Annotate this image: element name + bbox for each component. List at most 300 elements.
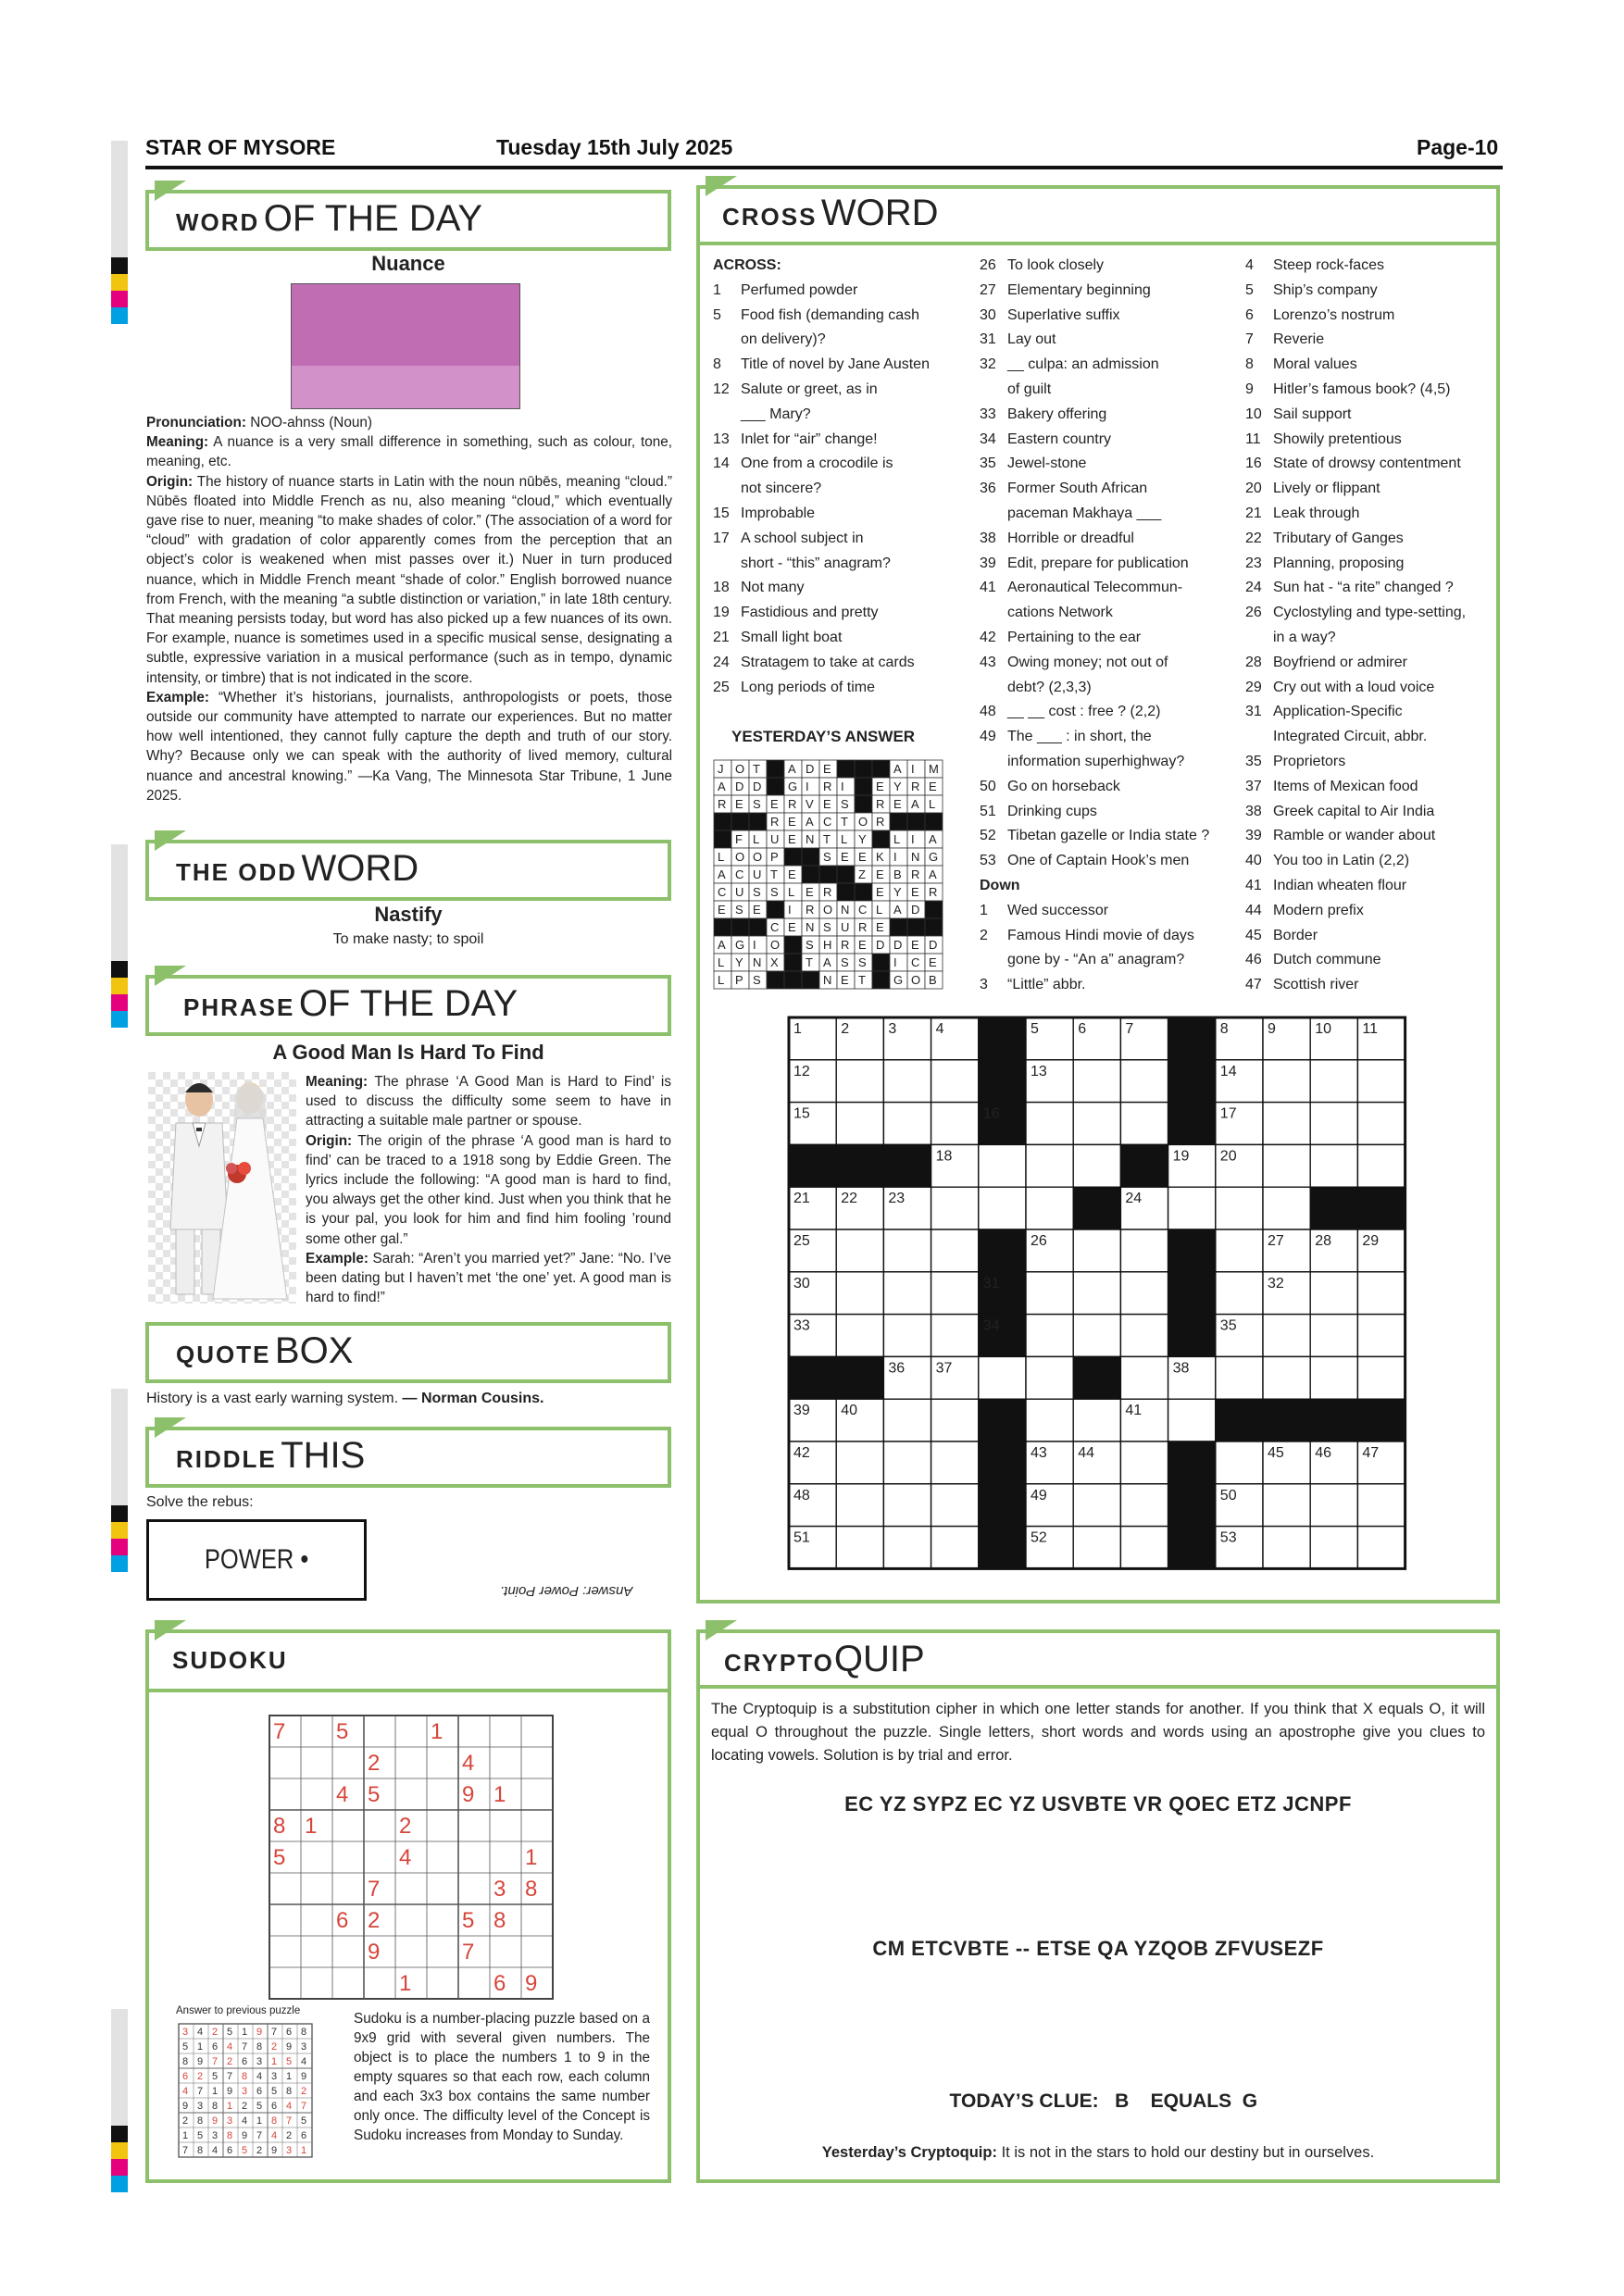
print-colorbar (111, 307, 128, 324)
sudoku-given-digit: 8 (273, 1814, 286, 1839)
crossword-cell (1026, 1315, 1073, 1357)
clue-text: __ culpa: an admission (1007, 356, 1159, 373)
clue-number: 19 (713, 605, 730, 621)
clue-number: 53 (980, 853, 996, 869)
prev-sudoku-digit: 8 (197, 2145, 204, 2156)
clue (713, 279, 963, 304)
prev-sudoku-digit: 7 (301, 2101, 307, 2112)
yesterday-letter: F (735, 832, 743, 846)
clue (980, 948, 1239, 973)
clue-text: Cry out with a loud voice (1273, 679, 1435, 695)
sudoku-given-digit: 4 (336, 1782, 349, 1807)
prev-sudoku-digit: 8 (182, 2056, 189, 2067)
riddle-title (176, 1435, 365, 1477)
clue (1245, 651, 1495, 676)
yesterday-letter: A (788, 762, 796, 776)
clue-text: on delivery)? (741, 331, 826, 348)
prev-sudoku-digit: 2 (286, 2130, 293, 2141)
clue (980, 304, 1239, 329)
crossword-clue-number: 43 (1031, 1445, 1047, 1461)
clue (980, 502, 1239, 527)
yesterday-letter: I (788, 903, 792, 917)
yesterday-letter: N (823, 973, 832, 987)
clue (713, 502, 963, 527)
crossword-cell (1357, 1484, 1405, 1527)
clue (1245, 328, 1495, 353)
clue-text: Reverie (1273, 331, 1325, 348)
clue-text: Inlet for “air” change! (741, 430, 878, 447)
yesterday-letter: Y (893, 885, 902, 899)
yesterday-letter: L (788, 885, 795, 899)
clue-number: 34 (980, 430, 996, 447)
crossword-cell (836, 1103, 883, 1145)
yesterday-letter: T (806, 955, 813, 969)
clue-text: ___ Mary? (741, 406, 811, 422)
sudoku-given-digit: 4 (462, 1751, 475, 1776)
yesterday-letter: E (788, 832, 796, 846)
crossword-cell (836, 1441, 883, 1484)
clue-number: 40 (1245, 853, 1262, 869)
prev-sudoku-digit: 5 (301, 2115, 307, 2127)
yesterday-letter: E (718, 903, 726, 917)
clue (713, 601, 963, 626)
prev-sudoku-digit: 4 (197, 2027, 204, 2038)
todays-clue (696, 2068, 1500, 2113)
clue (1245, 775, 1495, 800)
yesterday-letter: V (806, 797, 814, 811)
clue-number: 30 (980, 306, 996, 323)
yesterday-letter: L (876, 903, 883, 917)
prev-sudoku-digit: 8 (227, 2130, 233, 2141)
yesterday-letter: T (770, 867, 778, 881)
prev-sudoku-digit: 6 (212, 2041, 219, 2053)
sudoku-given-digit: 1 (493, 1782, 506, 1807)
clue-text: A school subject in (741, 530, 864, 546)
clue (713, 328, 963, 353)
clue (980, 899, 1239, 924)
sudoku-given-digit: 2 (399, 1814, 412, 1839)
clue (1245, 552, 1495, 577)
sudoku-given-digit: 8 (525, 1877, 538, 1902)
crossword-grid (787, 1016, 1407, 1573)
yesterday-letter: E (735, 797, 743, 811)
clue-text: Tibetan gazelle or India state ? (1007, 828, 1210, 844)
clue-number: 21 (713, 629, 730, 645)
clue-number: 20 (1245, 480, 1262, 497)
clue (980, 849, 1239, 874)
sudoku-given-digit: 6 (493, 1971, 506, 1996)
crossword-black-cell (1216, 1399, 1263, 1441)
crossword-clue-number: 25 (793, 1233, 810, 1249)
yesterday-letter: E (806, 885, 814, 899)
crossword-cell (836, 1272, 883, 1315)
yesterday-letter: M (929, 762, 939, 776)
print-colorbar (111, 2176, 128, 2192)
clue (980, 924, 1239, 949)
prev-sudoku-digit: 6 (182, 2071, 189, 2082)
yesterday-letter: E (823, 797, 831, 811)
prev-sudoku-digit: 8 (197, 2115, 204, 2127)
clue-text: Scottish river (1273, 977, 1359, 993)
clue-number: 38 (980, 530, 996, 546)
odd-word-meaning: To make nasty; to spoil (332, 931, 484, 947)
yesterday-black-cell (767, 778, 784, 795)
cryptoquip-title (724, 1639, 925, 1680)
crossword-black-cell (1357, 1187, 1405, 1229)
yesterday-letter: U (735, 885, 744, 899)
yesterday-letter: I (893, 850, 897, 864)
clue (980, 552, 1239, 577)
yesterday-letter: R (823, 885, 832, 899)
yesterday-letter: N (753, 955, 762, 969)
clue (713, 304, 963, 329)
crossword-cell (1216, 1229, 1263, 1272)
clue (980, 676, 1239, 701)
print-colorbar (111, 2126, 128, 2142)
crossword-cell (1310, 1103, 1357, 1145)
clue (1245, 502, 1495, 527)
clue-number: 12 (713, 381, 730, 397)
clue-text: in a way? (1273, 629, 1336, 645)
crossword-cell (1216, 1187, 1263, 1229)
crossword-clue-number: 39 (793, 1403, 810, 1419)
yesterday-letter: N (806, 920, 815, 934)
sudoku-given-digit: 1 (431, 1719, 443, 1744)
clue-text: Horrible or dreadful (1007, 530, 1134, 546)
prev-sudoku-digit: 8 (242, 2071, 248, 2082)
clue-text: Showily pretentious (1273, 430, 1402, 447)
crossword-cell (1357, 1527, 1405, 1569)
clue-text: The ___ : in short, the (1007, 729, 1152, 745)
crossword-cell (1357, 1315, 1405, 1357)
clue-number: 17 (713, 530, 730, 546)
clue (1245, 824, 1495, 849)
meaning-label: Meaning: (146, 434, 209, 451)
clue-text: Long periods of time (741, 679, 875, 695)
crossword-cell (1310, 1060, 1357, 1103)
crossword-cell (1026, 1144, 1073, 1187)
clue (1245, 800, 1495, 825)
crossword-cell (1310, 1527, 1357, 1569)
crossword-clue-number: 33 (793, 1317, 810, 1334)
example-label: Example: (306, 1250, 369, 1267)
sudoku-title-rule (145, 1689, 671, 1692)
clue-text: Aeronautical Telecommun- (1007, 580, 1183, 596)
yesterday-letter: Y (735, 955, 743, 969)
clue (1245, 750, 1495, 775)
clue (1245, 378, 1495, 403)
clue (980, 775, 1239, 800)
crossword-clue-number: 28 (1315, 1233, 1331, 1249)
clue (1245, 874, 1495, 899)
yesterday-letter: L (753, 832, 760, 846)
print-colorbar (111, 2142, 128, 2159)
crossword-cell (1120, 1060, 1168, 1103)
crossword-clue-number: 32 (1268, 1275, 1284, 1292)
clue-number: 31 (980, 331, 996, 348)
yesterday-letter: D (893, 938, 903, 952)
print-colorbar (111, 2159, 128, 2176)
prev-sudoku-digit: 3 (212, 2130, 219, 2141)
prev-sudoku-digit: 6 (271, 2101, 278, 2112)
yesterday-black-cell (749, 918, 767, 936)
yesterday-cell (890, 848, 907, 866)
yesterday-label: Yesterday’s Cryptoquip: (821, 2144, 997, 2161)
clue-number: 7 (1245, 331, 1254, 348)
yesterday-letter: R (876, 815, 885, 829)
yesterday-letter: N (806, 832, 815, 846)
yesterday-black-cell (855, 760, 872, 778)
yesterday-black-cell (872, 830, 890, 848)
yesterday-crossword-grid (713, 759, 944, 991)
yesterday-black-cell (802, 866, 819, 883)
prev-sudoku-digit: 7 (271, 2027, 278, 2038)
prev-sudoku-digit: 9 (271, 2145, 278, 2156)
sudoku-given-digit: 7 (462, 1940, 475, 1965)
clue-number: 24 (713, 654, 730, 670)
prev-sudoku-digit: 9 (242, 2130, 248, 2141)
yesterday-black-cell (872, 760, 890, 778)
crossword-cell (883, 1527, 931, 1569)
yesterday-letter: E (929, 780, 937, 793)
yesterday-letter: E (929, 955, 937, 969)
across-clues-col1 (713, 254, 963, 700)
yesterday-letter: R (858, 920, 868, 934)
prev-sudoku-digit: 3 (271, 2071, 278, 2082)
yesterday-letter: E (788, 815, 796, 829)
yesterday-letter: O (858, 815, 868, 829)
word-of-day-text (146, 413, 672, 805)
yesterday-letter: A (718, 867, 726, 881)
yesterday-letter: R (841, 938, 850, 952)
crossword-clue-number: 6 (1078, 1021, 1087, 1037)
prev-sudoku-digit: 2 (301, 2086, 307, 2097)
yesterday-letter: I (753, 938, 756, 952)
clue (1245, 601, 1495, 626)
clue (1245, 428, 1495, 453)
crossword-cell (1310, 1144, 1357, 1187)
clue (1245, 700, 1495, 725)
clue (1245, 353, 1495, 378)
clue (1245, 899, 1495, 924)
pronunciation: NOO-ahnss (Noun) (250, 415, 372, 430)
quote-title (176, 1330, 353, 1372)
clue-text: Sail support (1273, 406, 1352, 422)
prev-sudoku-digit: 1 (301, 2145, 307, 2156)
example-label: Example: (146, 689, 210, 705)
yesterday-black-cell (802, 848, 819, 866)
yesterday-letter: E (823, 762, 831, 776)
clue-text: short - “this” anagram? (741, 555, 891, 571)
title-large: THIS (281, 1435, 366, 1476)
down-label: Down (980, 877, 1020, 893)
across-clues-col2 (980, 254, 1239, 998)
prev-sudoku-digit: 8 (212, 2101, 219, 2112)
title-small: SUDOKU (172, 1646, 288, 1674)
prev-sudoku-digit: 1 (242, 2027, 248, 2038)
clue-text: Tributary of Ganges (1273, 530, 1404, 546)
crossword-clue-number: 5 (1031, 1021, 1039, 1037)
prev-sudoku-digit: 4 (182, 2086, 189, 2097)
yesterday-black-cell (784, 954, 802, 971)
prev-sudoku-digit: 7 (212, 2056, 219, 2067)
yesterday-letter: I (893, 955, 897, 969)
crossword-title-rule (696, 242, 1500, 245)
crossword-cell (883, 1484, 931, 1527)
clue-number: 2 (980, 927, 988, 943)
clue-number: 47 (1245, 977, 1262, 993)
yesterday-letter: S (841, 955, 849, 969)
crossword-cell (1120, 1484, 1168, 1527)
crossword-cell (1168, 1187, 1216, 1229)
clue (1245, 924, 1495, 949)
clue-text: Pertaining to the ear (1007, 629, 1142, 645)
origin: The origin of the phrase ‘A good man is hard to find’ can be traced to a 1918 song by Eddie Green. The lyrics include the following: “A good man is hard to find, you always get the other kind. Just when you think that he is your pal, you look for him and find him fooling ’round some other gal.” (306, 1132, 672, 1247)
crossword-cell (883, 1441, 931, 1484)
yesterday-black-cell (837, 866, 855, 883)
yesterday-letter: A (718, 780, 726, 793)
prev-sudoku-digit: 9 (227, 2086, 233, 2097)
yesterday-letter: Z (858, 867, 866, 881)
yesterday-letter: T (823, 832, 831, 846)
clue (713, 552, 963, 577)
yesterday-black-cell (925, 901, 943, 918)
sudoku-given-digit: 3 (493, 1877, 506, 1902)
section-tab (155, 966, 186, 986)
prev-sudoku-digit: 4 (256, 2071, 263, 2082)
print-colorbar (111, 291, 128, 307)
clue (1245, 452, 1495, 477)
yesterday-letter: L (929, 797, 936, 811)
yesterday-cell (749, 936, 767, 954)
yesterday-letter: A (718, 938, 726, 952)
meaning: A nuance is a very small difference in something, such as colour, tone, meaning, etc. (146, 434, 673, 470)
clue (980, 800, 1239, 825)
crossword-cell (1216, 1356, 1263, 1399)
yesterday-black-cell (855, 795, 872, 813)
crossword-black-cell (979, 1484, 1026, 1527)
yesterday-cryptoquip (696, 2144, 1500, 2162)
clue (1245, 626, 1495, 651)
yesterday-letter: I (806, 780, 809, 793)
clue-text: Wed successor (1007, 902, 1109, 918)
yesterday-letter: C (718, 885, 727, 899)
prev-sudoku-digit: 9 (256, 2027, 263, 2038)
header-rule (145, 166, 1503, 169)
title-small: WORD (176, 208, 260, 236)
crossword-cell (1357, 1356, 1405, 1399)
yesterday-letter: E (876, 867, 884, 881)
crossword-cell (836, 1315, 883, 1357)
yesterday-letter: S (753, 885, 761, 899)
quote-author: — Norman Cousins. (402, 1391, 544, 1406)
prev-sudoku-digit: 2 (271, 2041, 278, 2053)
yesterday-letter: E (858, 850, 867, 864)
yesterday-black-cell (819, 866, 837, 883)
crossword-clue-number: 35 (1219, 1317, 1237, 1334)
crossword-clue-number: 16 (982, 1105, 1000, 1122)
clue-number: 15 (713, 505, 730, 521)
pron-label: Pronunciation: (146, 415, 246, 430)
crossword-clue-number: 42 (793, 1445, 810, 1461)
prev-sudoku-digit: 5 (197, 2130, 204, 2141)
crossword-black-cell (789, 1144, 836, 1187)
clue (1245, 948, 1495, 973)
yesterday-letter: S (858, 955, 867, 969)
prev-sudoku-digit: 6 (242, 2056, 248, 2067)
crossword-black-cell (979, 1399, 1026, 1441)
clue (980, 452, 1239, 477)
clue (1245, 304, 1495, 329)
crossword-clue-number: 4 (935, 1021, 944, 1037)
print-colorbar (111, 1555, 128, 1572)
clue-text: Border (1273, 927, 1318, 943)
crossword-cell (1310, 1356, 1357, 1399)
prev-sudoku-digit: 8 (301, 2027, 307, 2038)
clue-text: Bakery offering (1007, 406, 1107, 422)
phrase-title (183, 983, 518, 1025)
clue-number: 6 (1245, 306, 1254, 323)
crossword-black-cell (883, 1144, 931, 1187)
clue-text: Improbable (741, 505, 816, 521)
crossword-cell (931, 1315, 979, 1357)
crossword-clue-number: 30 (793, 1275, 810, 1292)
clue-number: 25 (713, 679, 730, 695)
print-colorbar (111, 1389, 128, 1505)
yesterday-letter: E (876, 920, 884, 934)
clue-number: 36 (980, 480, 996, 497)
yesterday-letter: U (841, 920, 850, 934)
yesterday-letter: A (911, 797, 919, 811)
yesterday-black-cell (907, 813, 925, 830)
yesterday-black-cell (890, 918, 907, 936)
meaning-label: Meaning: (306, 1074, 369, 1090)
crossword-cell (1026, 1187, 1073, 1229)
crossword-clue-number: 13 (1031, 1063, 1047, 1079)
clue-number: 26 (980, 257, 996, 273)
crossword-clue-number: 50 (1219, 1487, 1237, 1504)
clue-text: Fastidious and pretty (741, 605, 879, 621)
clue-number: 21 (1245, 505, 1262, 521)
clue (713, 477, 963, 502)
yesterday-letter: I (911, 832, 915, 846)
print-colorbar (111, 2009, 128, 2126)
clue-text: not sincere? (741, 480, 822, 497)
yesterday-letter: L (718, 955, 725, 969)
crossword-black-cell (979, 1527, 1026, 1569)
title-small: CROSS (722, 203, 818, 231)
print-colorbar (111, 994, 128, 1011)
crossword-clue-number: 3 (888, 1021, 897, 1037)
cipher-line-1: EC YZ SYPZ EC YZ USVBTE VR QOEC ETZ JCNPF (844, 1792, 1352, 1816)
crossword-cell (1026, 1356, 1073, 1399)
clue-number: 23 (1245, 555, 1262, 571)
yesterday-letter: E (911, 938, 919, 952)
clue (980, 403, 1239, 428)
title-large: BOX (274, 1330, 354, 1371)
prev-sudoku-digit: 9 (301, 2071, 307, 2082)
yesterday-letter: S (823, 850, 831, 864)
clue-text: Drinking cups (1007, 803, 1097, 819)
crossword-cell (1263, 1315, 1310, 1357)
clue-number: 24 (1245, 580, 1262, 596)
crossword-clue-number: 21 (793, 1191, 810, 1207)
crossword-cell (1263, 1356, 1310, 1399)
prev-sudoku-digit: 1 (271, 2056, 278, 2067)
prev-sudoku-digit: 7 (227, 2071, 233, 2082)
clue-number: 43 (980, 654, 996, 670)
sudoku-given-digit: 5 (368, 1782, 381, 1807)
